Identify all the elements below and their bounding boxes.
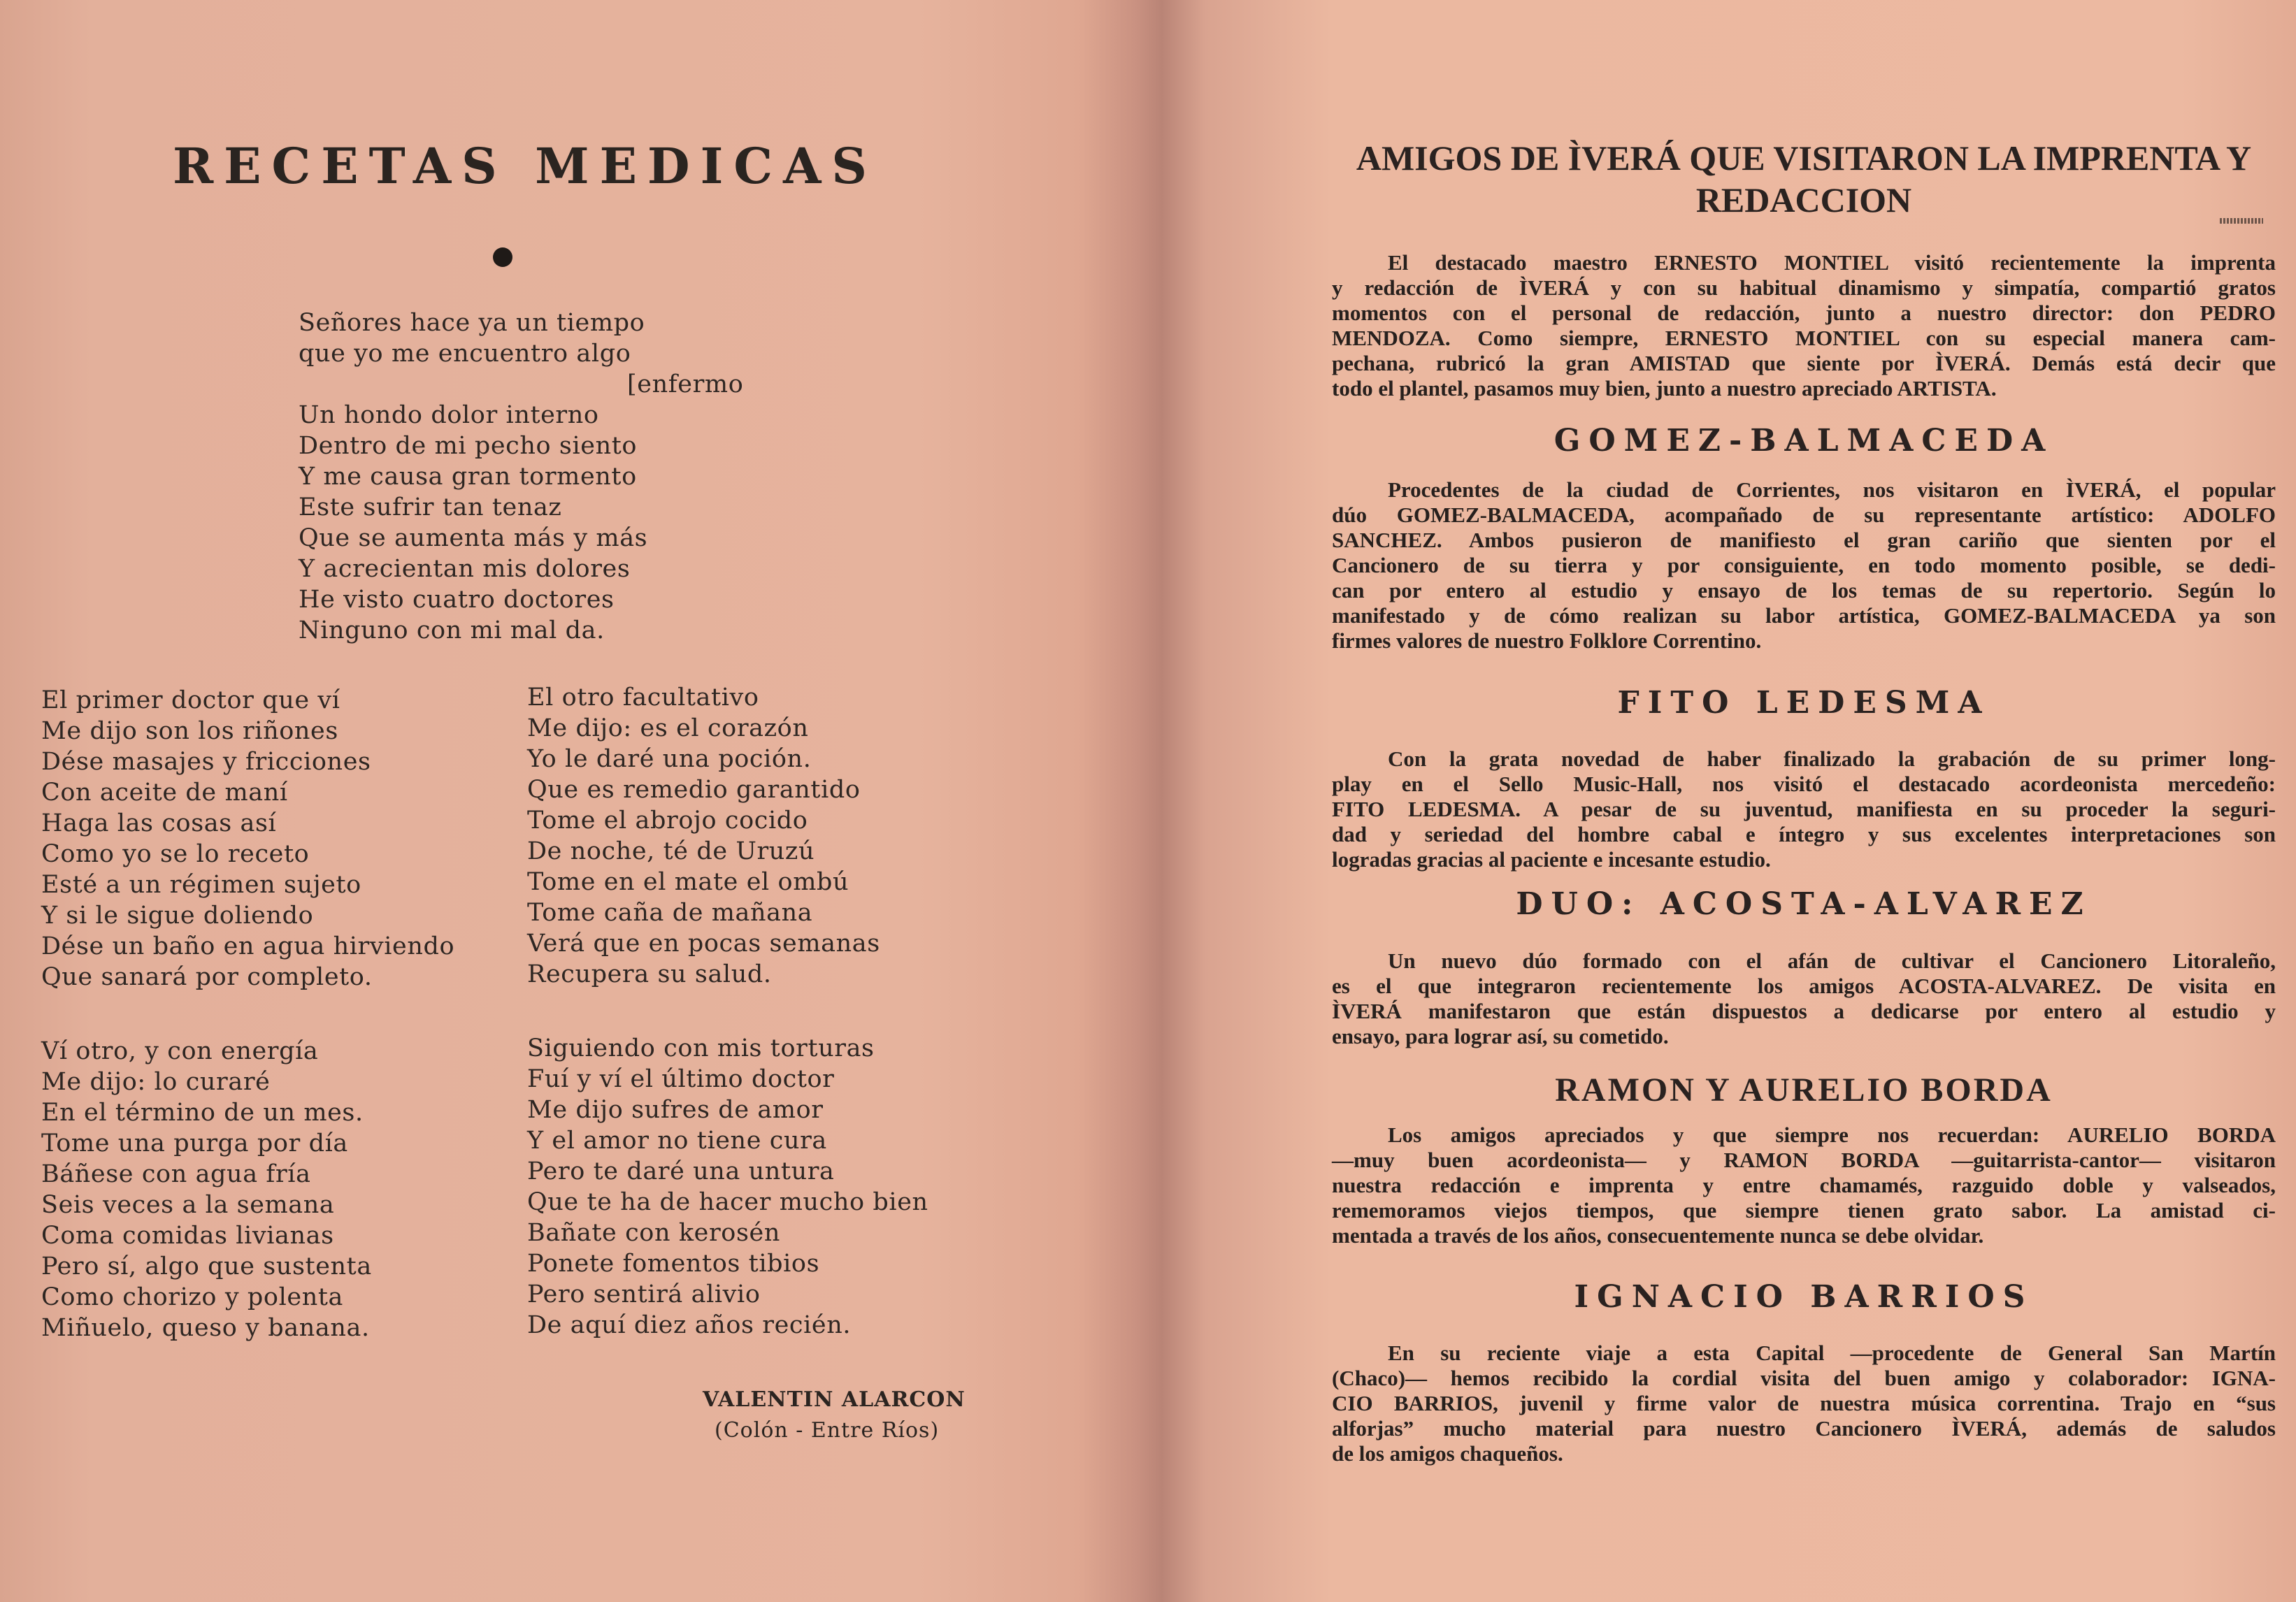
verse-line: Y me causa gran tormento	[299, 463, 637, 491]
section-heading: GOMEZ-BALMACEDA	[1554, 423, 2054, 459]
paragraph-line: Un nuevo dúo formado con el afán de cultivar el Cancionero Litoraleño,	[1388, 948, 2276, 973]
section-paragraph	[1332, 948, 2276, 1049]
paragraph-line: ensayo, para lograr así, su cometido.	[1332, 1024, 1669, 1048]
bullet-ornament	[493, 247, 512, 267]
section-heading: RAMON Y AURELIO BORDA	[1555, 1071, 2053, 1109]
paragraph-line: dad y seriedad del hombre cabal e íntegro y sus excelentes interpretaciones son	[1332, 822, 2276, 846]
verse-line: Fuí y ví el último doctor	[527, 1065, 835, 1093]
section-heading: DUO: ACOSTA-ALVAREZ	[1516, 886, 2092, 922]
verse-line: Como chorizo y polenta	[41, 1283, 343, 1311]
stanza-second-doctor	[527, 682, 880, 990]
paragraph-line: En su reciente viaje a esta Capital —procedente de General San Martín	[1388, 1341, 2276, 1365]
author-place: (Colón - Entre Ríos)	[715, 1418, 940, 1443]
paragraph-line: Procedentes de la ciudad de Corrientes, nos visitaron en ÌVERÁ, el popular	[1388, 477, 2276, 502]
verse-line: Señores hace ya un tiempo	[299, 309, 645, 337]
paragraph-line: dúo GOMEZ-BALMACEDA, acompañado de su representante artístico: ADOLFO	[1332, 503, 2276, 527]
verse-line: [enfermo	[627, 370, 744, 398]
verse-line: Báñese con agua fría	[41, 1160, 311, 1188]
stanza-third-doctor	[41, 1036, 372, 1343]
verse-line: Recupera su salud.	[527, 960, 772, 988]
verse-line: Pero sentirá alivio	[527, 1280, 761, 1308]
verse-line: Dése un baño en agua hirviendo	[41, 932, 455, 960]
verse-line: Que sanará por completo.	[41, 963, 373, 991]
verse-line: Me dijo son los riñones	[41, 717, 338, 745]
verse-line: Haga las cosas así	[41, 809, 277, 837]
verse-line: Coma comidas livianas	[41, 1222, 334, 1250]
verse-line: Ví otro, y con energía	[41, 1037, 319, 1065]
poem-title: RECETAS MEDICAS	[173, 137, 877, 195]
paragraph-line: pechana, rubricó la gran AMISTAD que siente por ÌVERÁ. Demás está decir que	[1332, 351, 2276, 375]
paragraph-line: El destacado maestro ERNESTO MONTIEL visitó recientemente la imprenta	[1388, 250, 2276, 275]
verse-line: He visto cuatro doctores	[299, 586, 615, 614]
verse-line: En el término de un mes.	[41, 1099, 364, 1127]
paragraph-line: CIO BARRIOS, juvenil y firme valor de nuestra música correntina. Trajo en “sus	[1332, 1391, 2276, 1415]
verse-line: que yo me encuentro algo	[299, 340, 631, 368]
verse-line: Pero te daré una untura	[527, 1157, 835, 1185]
intro-stanza	[299, 308, 743, 646]
paragraph-line: FITO LEDESMA. A pesar de su juventud, manifiesta en su proceder la seguri-	[1332, 797, 2276, 821]
verse-line: Tome una purga por día	[41, 1130, 348, 1157]
author-name: VALENTIN ALARCON	[703, 1387, 966, 1412]
paragraph-line: nuestra redacción e imprenta y entre chamamés, razguido doble y valseados,	[1332, 1173, 2276, 1197]
verse-line: Pero sí, algo que sustenta	[41, 1253, 372, 1280]
paragraph-line: SANCHEZ. Ambos pusieron de manifiesto el gran cariño que sienten por el	[1332, 528, 2276, 552]
paragraph-line: MENDOZA. Como siempre, ERNESTO MONTIEL con su especial manera cam-	[1332, 326, 2276, 350]
verse-line: Y el amor no tiene cura	[527, 1127, 827, 1155]
verse-line: Con aceite de maní	[41, 779, 288, 807]
paragraph-line: de los amigos chaqueños.	[1332, 1441, 1563, 1466]
verse-line: Un hondo dolor interno	[299, 401, 599, 429]
paragraph-line: Con la grata novedad de haber finalizado la grabación de su primer long-	[1388, 746, 2276, 771]
paragraph-line: todo el plantel, pasamos muy bien, junto a nuestro apreciado ARTISTA.	[1332, 376, 1997, 400]
section-paragraph	[1332, 1341, 2276, 1466]
verse-line: De noche, té de Uruzú	[527, 837, 815, 865]
verse-line: Verá que en pocas semanas	[527, 930, 880, 958]
verse-line: El otro facultativo	[527, 684, 759, 712]
section-paragraph	[1332, 250, 2276, 401]
paragraph-line: es el que integraron recientemente los amigos ACOSTA-ALVAREZ. De visita en	[1332, 974, 2276, 998]
paragraph-line: Los amigos apreciados y que siempre nos recuerdan: AURELIO BORDA	[1388, 1123, 2276, 1147]
article-title-line: AMIGOS DE ÌVERÁ QUE VISITARON LA IMPRENTA Y	[1356, 138, 2252, 178]
paragraph-line: rememoramos viejos tiempos, que siempre tienen grato sabor. La amistad ci-	[1332, 1198, 2276, 1222]
verse-line: Como yo se lo receto	[41, 840, 310, 868]
ornament-rule	[2220, 218, 2263, 224]
verse-line: Yo le daré una poción.	[527, 745, 812, 773]
verse-line: Tome en el mate el ombú	[527, 868, 849, 896]
verse-line: Ponete fomentos tibios	[527, 1250, 820, 1278]
verse-line: Este sufrir tan tenaz	[299, 493, 562, 521]
verse-line: Siguiendo con mis torturas	[527, 1034, 875, 1062]
article-title	[1332, 137, 2276, 221]
verse-line: Dentro de mi pecho siento	[299, 432, 638, 460]
verse-line: El primer doctor que ví	[41, 686, 340, 714]
paragraph-line: manifestado y de cómo realizan su labor artística, GOMEZ-BALMACEDA ya son	[1332, 603, 2276, 628]
verse-line: Bañate con kerosén	[527, 1219, 780, 1247]
paragraph-line: Cancionero de su tierra y por consiguiente, en todo momento posible, se dedi-	[1332, 553, 2276, 577]
verse-line: Ninguno con mi mal da.	[299, 616, 605, 644]
section-paragraph	[1332, 746, 2276, 872]
verse-line: Que se aumenta más y más	[299, 524, 648, 552]
verse-line: Esté a un régimen sujeto	[41, 871, 361, 899]
paragraph-line: —muy buen acordeonista— y RAMON BORDA —guitarrista-cantor— visitaron	[1332, 1148, 2276, 1172]
paragraph-line: y redacción de ÌVERÁ y con su habitual dinamismo y simpatía, compartió gratos	[1332, 275, 2276, 300]
article-title-line: REDACCION	[1695, 180, 1912, 219]
paragraph-line: mentada a través de los años, consecuentemente nunca se debe olvidar.	[1332, 1223, 1984, 1248]
verse-line: Me dijo: es el corazón	[527, 714, 809, 742]
verse-line: Dése masajes y fricciones	[41, 748, 371, 776]
paragraph-line: logradas gracias al paciente e incesante estudio.	[1332, 847, 1771, 872]
verse-line: Seis veces a la semana	[41, 1191, 335, 1219]
verse-line: Tome el abrojo cocido	[527, 807, 808, 835]
verse-line: Y si le sigue doliendo	[41, 902, 314, 930]
section-paragraph	[1332, 1123, 2276, 1248]
verse-line: Que es remedio garantido	[527, 776, 861, 804]
verse-line: Me dijo sufres de amor	[527, 1096, 824, 1124]
paragraph-line: play en el Sello Music-Hall, nos visitó el destacado acordeonista mercedeño:	[1332, 772, 2276, 796]
stanza-first-doctor	[41, 685, 454, 993]
section-heading: FITO LEDESMA	[1617, 685, 1990, 721]
stanza-last-doctor	[527, 1033, 928, 1341]
paragraph-line: firmes valores de nuestro Folklore Correntino.	[1332, 628, 1762, 653]
verse-line: Miñuelo, queso y banana.	[41, 1314, 370, 1342]
section-heading: IGNACIO BARRIOS	[1574, 1279, 2034, 1315]
paragraph-line: momentos con el personal de redacción, junto a nuestro director: don PEDRO	[1332, 301, 2276, 325]
verse-line: Y acrecientan mis dolores	[299, 555, 631, 583]
paragraph-line: (Chaco)— hemos recibido la cordial visita del buen amigo y colaborador: IGNA-	[1332, 1366, 2276, 1390]
section-paragraph	[1332, 477, 2276, 654]
paragraph-line: alforjas” mucho material para nuestro Cancionero ÌVERÁ, además de saludos	[1332, 1416, 2276, 1441]
verse-line: Que te ha de hacer mucho bien	[527, 1188, 928, 1216]
verse-line: De aquí diez años recién.	[527, 1311, 852, 1339]
verse-line: Me dijo: lo curaré	[41, 1068, 271, 1096]
paragraph-line: ÌVERÁ manifestaron que están dispuestos a dedicarse por entero al estudio y	[1332, 999, 2276, 1023]
verse-line: Tome caña de mañana	[527, 899, 813, 927]
paragraph-line: can por entero al estudio y ensayo de los temas de su repertorio. Según lo	[1332, 578, 2276, 602]
